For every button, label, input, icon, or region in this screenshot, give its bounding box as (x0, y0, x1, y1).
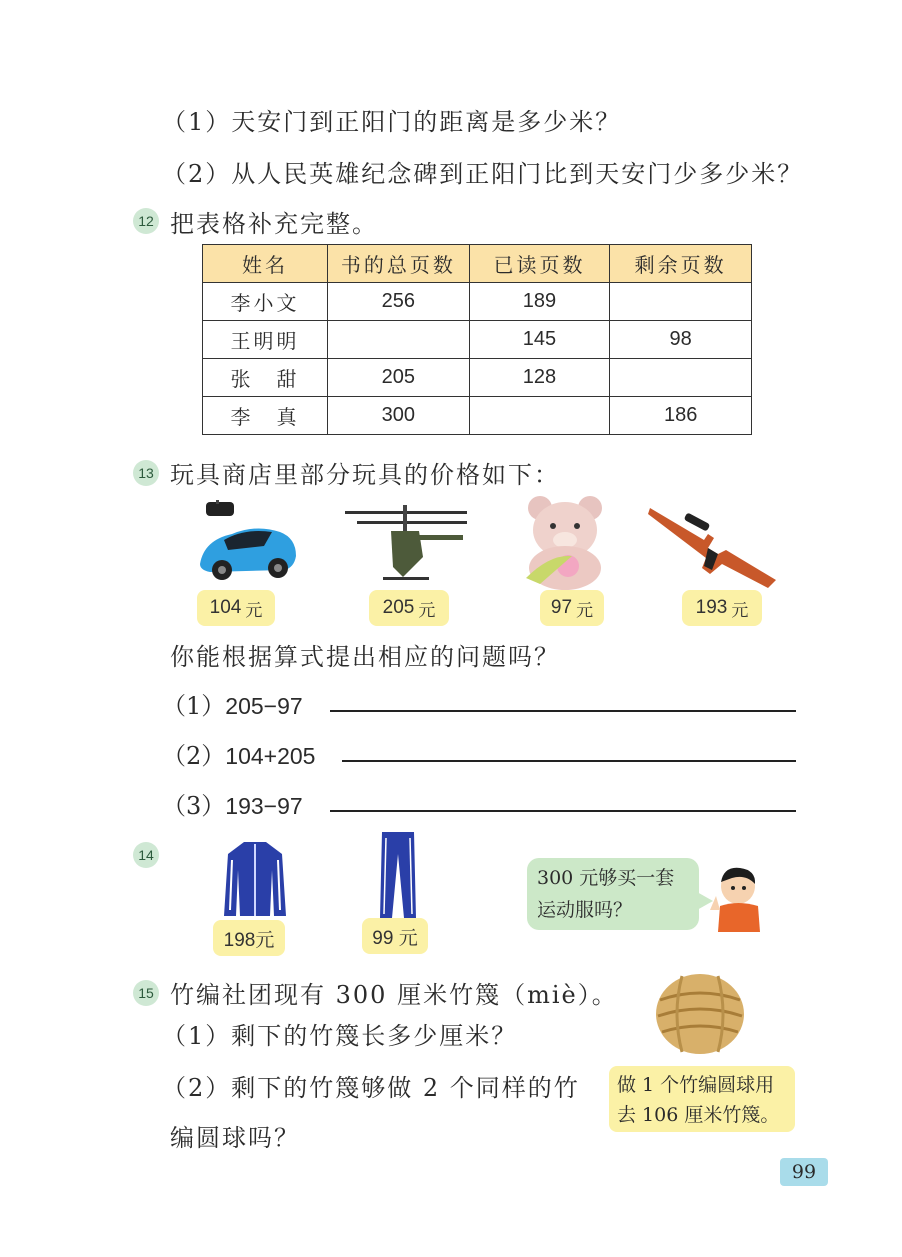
expr-label: （1） (162, 692, 226, 720)
note-line-2: 去 106 厘米竹篾。 (617, 1104, 780, 1126)
cell-name: 张 甜 (203, 359, 328, 397)
cell-read: 189 (469, 283, 610, 321)
cell-left: 98 (610, 321, 752, 359)
cell-total (328, 321, 470, 359)
cell-read: 128 (469, 359, 610, 397)
toy-gun-icon (648, 500, 780, 588)
price-value: 205 (382, 597, 415, 618)
bamboo-note (609, 1066, 795, 1132)
table-row (203, 283, 752, 321)
question-15-2b: 编圆球吗？ (170, 1124, 300, 1152)
helicopter-icon (343, 497, 469, 585)
bubble-line-2: 运动服吗？ (537, 899, 633, 921)
cell-read: 145 (469, 321, 610, 359)
table-header-row (203, 245, 752, 283)
toy-car-icon (194, 500, 300, 586)
jacket-price-tag (213, 920, 285, 956)
question-15-2a: （2）剩下的竹篾够做 2 个同样的竹 (162, 1074, 580, 1102)
answer-line-1[interactable] (330, 710, 796, 712)
question-13-prompt: 你能根据算式提出相应的问题吗？ (170, 643, 560, 671)
pages-table (202, 244, 752, 435)
question-12-text: 把表格补充完整。 (170, 210, 378, 238)
question-number-badge: 15 (133, 980, 159, 1006)
bubble-line-1: 300 元够买一套 (537, 867, 675, 889)
toy-price-tag (540, 590, 604, 626)
question-11-2: （2）从人民英雄纪念碑到正阳门比到天安门少多少米？ (162, 160, 804, 188)
expr-value: 104+205 (225, 743, 316, 769)
question-15-text: 竹编社团现有 300 厘米竹篾（miè）。 (170, 981, 618, 1009)
speech-bubble (527, 858, 699, 930)
price-unit: 元 (731, 600, 749, 621)
jacket-price: 198元 (223, 929, 275, 951)
expr-value: 193−97 (225, 793, 303, 819)
teddy-bear-icon (510, 494, 620, 590)
toy-price-tag (369, 590, 449, 626)
table-row (203, 397, 752, 435)
answer-line-3[interactable] (330, 810, 796, 812)
price-value: 97 (550, 597, 573, 618)
col-header-left: 剩余页数 (610, 245, 752, 283)
cell-name: 李小文 (203, 283, 328, 321)
expr-label: （2） (162, 742, 226, 770)
note-line-1: 做 1 个竹编圆球用 (617, 1074, 775, 1096)
pants-icon (378, 830, 418, 920)
cell-name: 王明明 (203, 321, 328, 359)
cell-left (610, 359, 752, 397)
page-number: 99 (780, 1158, 828, 1186)
pants-price-tag (362, 918, 428, 954)
table-row (203, 359, 752, 397)
cell-name: 李 真 (203, 397, 328, 435)
col-header-read: 已读页数 (469, 245, 610, 283)
col-header-total: 书的总页数 (328, 245, 470, 283)
cell-total: 300 (328, 397, 470, 435)
expr-value: 205−97 (225, 693, 303, 719)
toy-price-tag (682, 590, 762, 626)
toy-price-tag (197, 590, 275, 626)
price-unit: 元 (418, 600, 436, 621)
cell-left (610, 283, 752, 321)
price-value: 104 (209, 597, 242, 618)
question-number-badge: 13 (133, 460, 159, 486)
table-row (203, 321, 752, 359)
expr-line-3 (162, 786, 303, 821)
cell-left: 186 (610, 397, 752, 435)
price-unit: 元 (576, 600, 594, 621)
question-15-1: （1）剩下的竹篾长多少厘米？ (162, 1022, 518, 1050)
expr-label: （3） (162, 792, 226, 820)
question-number-badge: 14 (133, 842, 159, 868)
question-number-badge: 12 (133, 208, 159, 234)
cell-read (469, 397, 610, 435)
question-11-1: （1）天安门到正阳门的距离是多少米？ (162, 108, 622, 136)
cell-total: 256 (328, 283, 470, 321)
answer-line-2[interactable] (342, 760, 796, 762)
col-header-name: 姓名 (203, 245, 328, 283)
pants-price: 99 元 (372, 927, 418, 949)
question-13-text: 玩具商店里部分玩具的价格如下： (170, 461, 560, 489)
boy-character-icon (706, 866, 762, 932)
price-unit: 元 (245, 600, 263, 621)
bamboo-ball-icon (652, 970, 748, 1058)
expr-line-1 (162, 686, 303, 721)
jacket-icon (222, 840, 288, 918)
price-value: 193 (695, 597, 728, 618)
expr-line-2 (162, 736, 315, 771)
cell-total: 205 (328, 359, 470, 397)
